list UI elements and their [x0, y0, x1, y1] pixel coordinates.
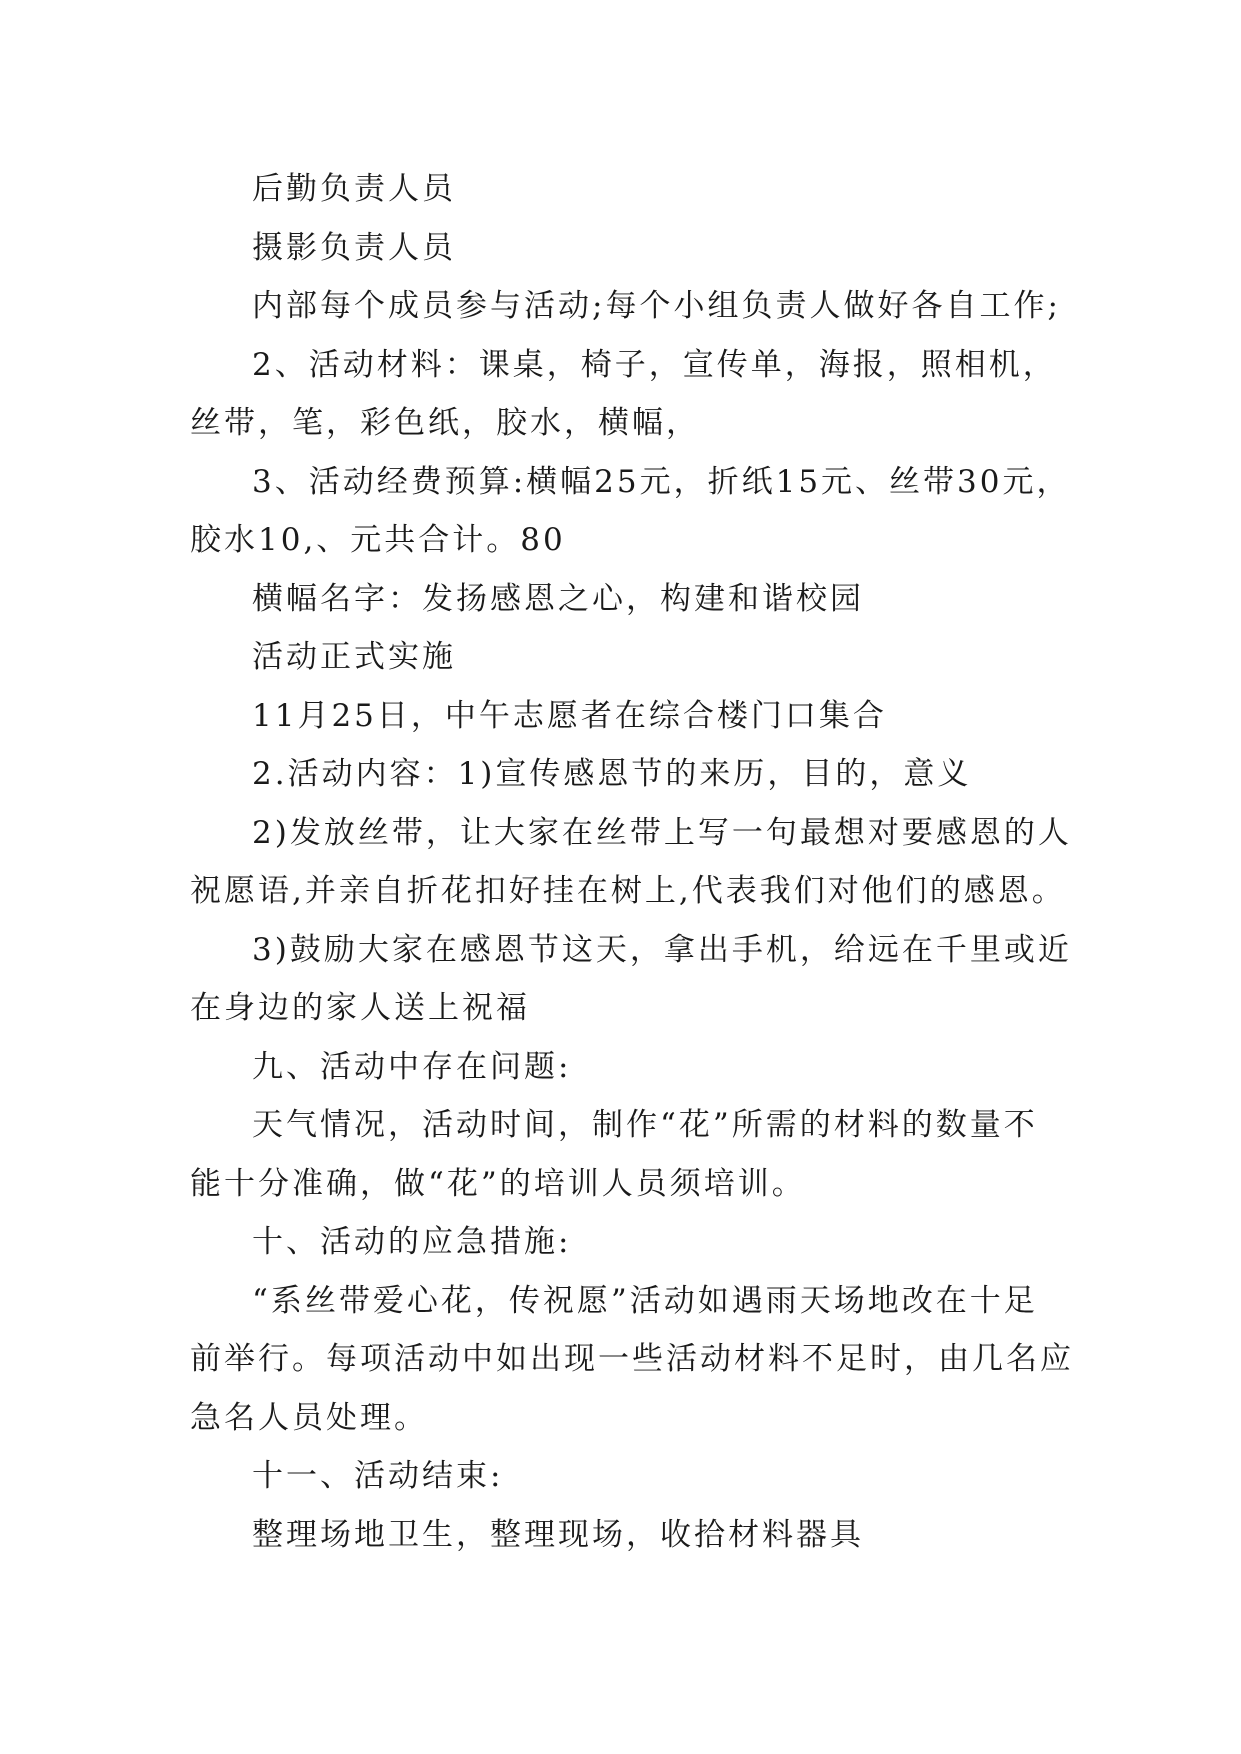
- text-line: 11月25日，中午志愿者在综合楼门口集合: [252, 697, 887, 734]
- text-line: 九、活动中存在问题:: [252, 1048, 572, 1085]
- text-line: 3)鼓励大家在感恩节这天，拿出手机，给远在千里或近: [252, 931, 1072, 968]
- paragraph: [190, 336, 1057, 453]
- text-line: 活动正式实施: [252, 639, 456, 675]
- text-line: 后勤负责人员: [252, 171, 456, 207]
- paragraph: [190, 1447, 1050, 1506]
- text-line: 能十分准确，做“花”的培训人员须培训。: [190, 1165, 806, 1202]
- text-line: 前举行。每项活动中如出现一些活动材料不足时，由几名应: [190, 1341, 1074, 1377]
- paragraph: [190, 277, 1061, 336]
- text-line: 丝带，笔，彩色纸，胶水，横幅，: [190, 405, 700, 441]
- text-line: 摄影负责人员: [252, 229, 456, 266]
- text-line: 十一、活动结束:: [252, 1458, 504, 1494]
- text-line: 2)发放丝带，让大家在丝带上写一句最想对要感恩的人: [252, 814, 1072, 851]
- text-line: 天气情况，活动时间，制作“花”所需的材料的数量不: [252, 1107, 1038, 1143]
- paragraph: [190, 687, 1050, 746]
- text-line: 胶水10,、元共合计。80: [190, 522, 566, 558]
- text-line: 3、活动经费预算:横幅25元，折纸15元、丝带30元，: [252, 463, 1071, 500]
- text-line: 十、活动的应急措施:: [252, 1224, 572, 1260]
- text-line: 内部每个成员参与活动;每个小组负责人做好各自工作;: [252, 288, 1061, 324]
- paragraph: [190, 570, 1050, 629]
- paragraph: [190, 921, 1072, 1038]
- text-line: 2、活动材料：课桌，椅子，宣传单，海报，照相机，: [252, 346, 1057, 383]
- text-line: 在身边的家人送上祝福: [190, 990, 530, 1026]
- paragraph: [190, 1096, 1050, 1213]
- paragraph: [190, 745, 1050, 804]
- text-line: 2.活动内容：1)宣传感恩节的来历，目的，意义: [252, 756, 972, 792]
- paragraph: [190, 1038, 1050, 1097]
- paragraph: [190, 1272, 1074, 1448]
- paragraph: [190, 1506, 1050, 1565]
- document-body: [190, 160, 1074, 1564]
- paragraph: [190, 804, 1072, 921]
- paragraph: [190, 160, 1050, 219]
- text-line: “系丝带爱心花，传祝愿”活动如遇雨天场地改在十足: [252, 1282, 1038, 1319]
- text-line: 祝愿语,并亲自折花扣好挂在树上,代表我们对他们的感恩。: [190, 873, 1066, 909]
- paragraph: [190, 1213, 1050, 1272]
- paragraph: [190, 453, 1071, 570]
- text-line: 横幅名字：发扬感恩之心，构建和谐校园: [252, 580, 864, 617]
- paragraph: [190, 628, 1050, 687]
- text-line: 急名人员处理。: [190, 1399, 428, 1436]
- paragraph: [190, 219, 1050, 278]
- text-line: 整理场地卫生，整理现场，收拾材料器具: [252, 1516, 864, 1553]
